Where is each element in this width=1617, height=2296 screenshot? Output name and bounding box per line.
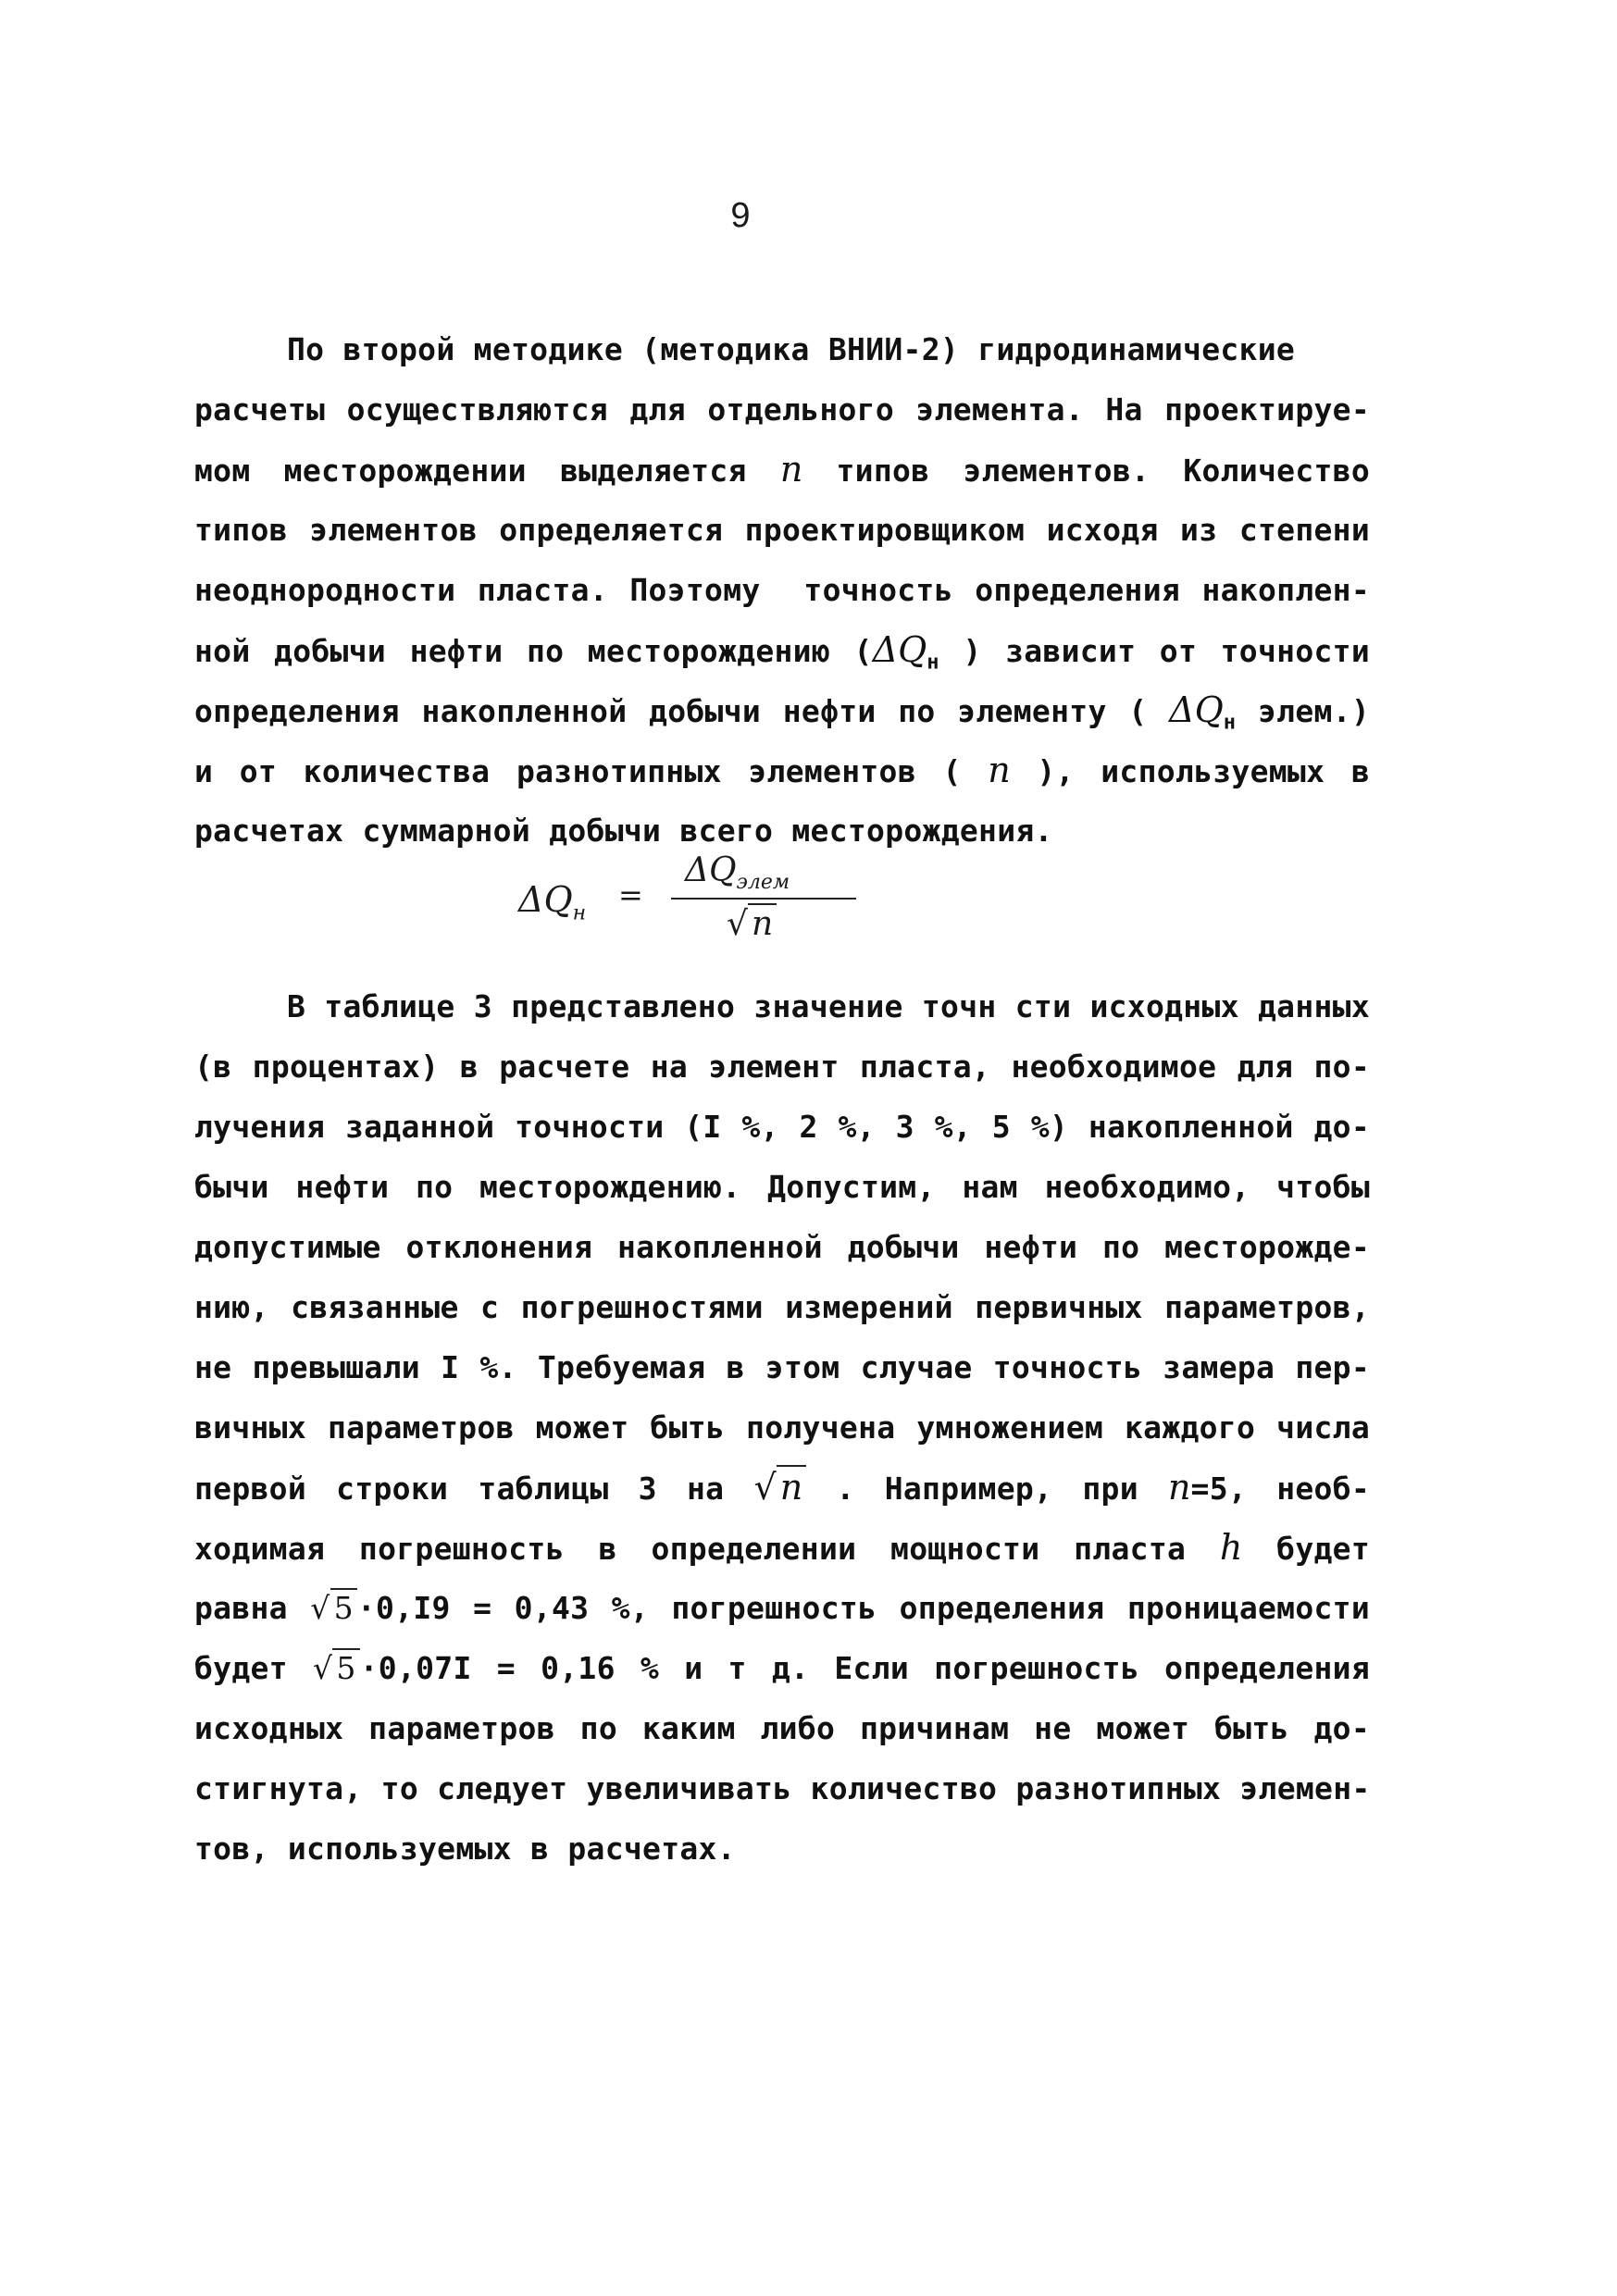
- formula-numerator-symbol: ΔQ: [685, 851, 737, 889]
- symbol-subscript: н: [1223, 711, 1237, 735]
- symbol-subscript: н: [927, 651, 939, 675]
- text-fragment: будет: [1276, 1531, 1371, 1567]
- sqrt-n: √ n: [754, 1458, 807, 1518]
- sqrt-radicand: n: [777, 1465, 806, 1508]
- formula: [518, 851, 852, 958]
- text-fragment: . Например, при: [836, 1471, 1138, 1507]
- text-fragment: будет: [194, 1650, 288, 1686]
- text-line: неоднородности пласта. Поэтому точность определения накоплен-: [194, 572, 1370, 608]
- text-line: не превышали I %. Требуемая в этом случае точность замера пер-: [194, 1349, 1370, 1385]
- text-line: расчеты осуществляются для отдельного элемента. На проектируе-: [194, 391, 1370, 428]
- text-fragment: ·0,I9 = 0,43 %, погрешность определения проницаемости: [356, 1590, 1371, 1626]
- formula-numerator: [685, 851, 790, 894]
- symbol-delta-q: ΔQ: [872, 629, 927, 670]
- text-line: [194, 1518, 1370, 1578]
- paragraph-2: [194, 976, 1370, 1879]
- formula-lhs: [518, 879, 586, 925]
- text-fragment: типов элементов. Количество: [836, 453, 1371, 489]
- text-fragment: =5, необ-: [1190, 1471, 1371, 1507]
- text-line: нию, связанные с погрешностями измерений первичных параметров,: [194, 1289, 1370, 1325]
- text-line: тов, используемых в расчетах.: [194, 1831, 736, 1867]
- text-fragment: и от количества разнотипных элементов (: [194, 753, 962, 789]
- text-line: (в процентах) в расчете на элемент пласта, необходимое для по-: [194, 1049, 1370, 1085]
- symbol-n: n: [779, 449, 803, 490]
- text-fragment: ходимая погрешность в определении мощности пласта: [194, 1531, 1187, 1567]
- fraction-bar: [671, 898, 856, 900]
- text-line: исходных параметров по каким либо причинам не может быть до-: [194, 1710, 1370, 1746]
- text-fragment: ной добычи нефти по месторождению (: [194, 633, 873, 669]
- symbol-delta-q: ΔQ: [1169, 689, 1224, 730]
- text-fragment: ) зависит от точности: [963, 633, 1370, 669]
- page-number: 9: [730, 196, 751, 235]
- text-fragment: равна: [194, 1590, 288, 1626]
- symbol-n: n: [1168, 1467, 1191, 1508]
- text-line: допустимые отклонения накопленной добычи нефти по месторожде-: [194, 1229, 1370, 1265]
- text-line: В таблице 3 представлено значение точн сти исходных данных: [287, 988, 1370, 1024]
- text-line: расчетах суммарной добычи всего месторождения.: [194, 813, 1053, 849]
- text-line: По второй методике (методика ВНИИ-2) гидродинамические: [287, 331, 1296, 367]
- formula-numerator-subscript: элем: [736, 871, 790, 895]
- text-fragment: определения накопленной добычи нефти по элементу (: [194, 693, 1148, 729]
- text-fragment: мом месторождении выделяется: [194, 453, 747, 489]
- text-line: [194, 740, 1370, 800]
- formula-radicand: n: [748, 903, 777, 943]
- symbol-n: n: [988, 750, 1011, 790]
- text-line: вичных параметров может быть получена умножением каждого числа: [194, 1409, 1370, 1446]
- text-line: [194, 680, 1370, 740]
- text-line: бычи нефти по месторождению. Допустим, нам необходимо, чтобы: [194, 1169, 1370, 1205]
- sqrt-5: √ 5: [313, 1638, 360, 1698]
- text-fragment: ·0,07I = 0,16 % и т д. Если погрешность определения: [359, 1650, 1370, 1686]
- text-line: лучения заданной точности (I %, 2 %, 3 %, 5 %) накопленной до-: [194, 1109, 1370, 1145]
- paragraph-1: [194, 319, 1370, 861]
- text-line: [194, 620, 1370, 680]
- sqrt-5: √ 5: [310, 1578, 357, 1638]
- formula-lhs-subscript: н: [572, 901, 587, 925]
- sqrt-radicand: 5: [330, 1588, 357, 1626]
- text-line: [194, 440, 1370, 500]
- text-line: [194, 1638, 1370, 1698]
- text-line: стигнута, то следует увеличивать количество разнотипных элемен-: [194, 1770, 1371, 1806]
- text-fragment: ), используемых в: [1037, 753, 1370, 789]
- sqrt-radicand: 5: [332, 1648, 359, 1686]
- text-line: типов элементов определяется проектировщиком исходя из степени: [194, 512, 1370, 548]
- text-fragment: первой строки таблицы 3 на: [194, 1471, 725, 1507]
- formula-denominator: √ n: [727, 905, 777, 943]
- formula-equals: =: [618, 877, 643, 912]
- text-fragment: элем.): [1258, 693, 1371, 729]
- text-line: [194, 1458, 1370, 1518]
- symbol-h: h: [1219, 1527, 1243, 1568]
- text-line: [194, 1578, 1370, 1638]
- formula-lhs-symbol: ΔQ: [518, 879, 573, 920]
